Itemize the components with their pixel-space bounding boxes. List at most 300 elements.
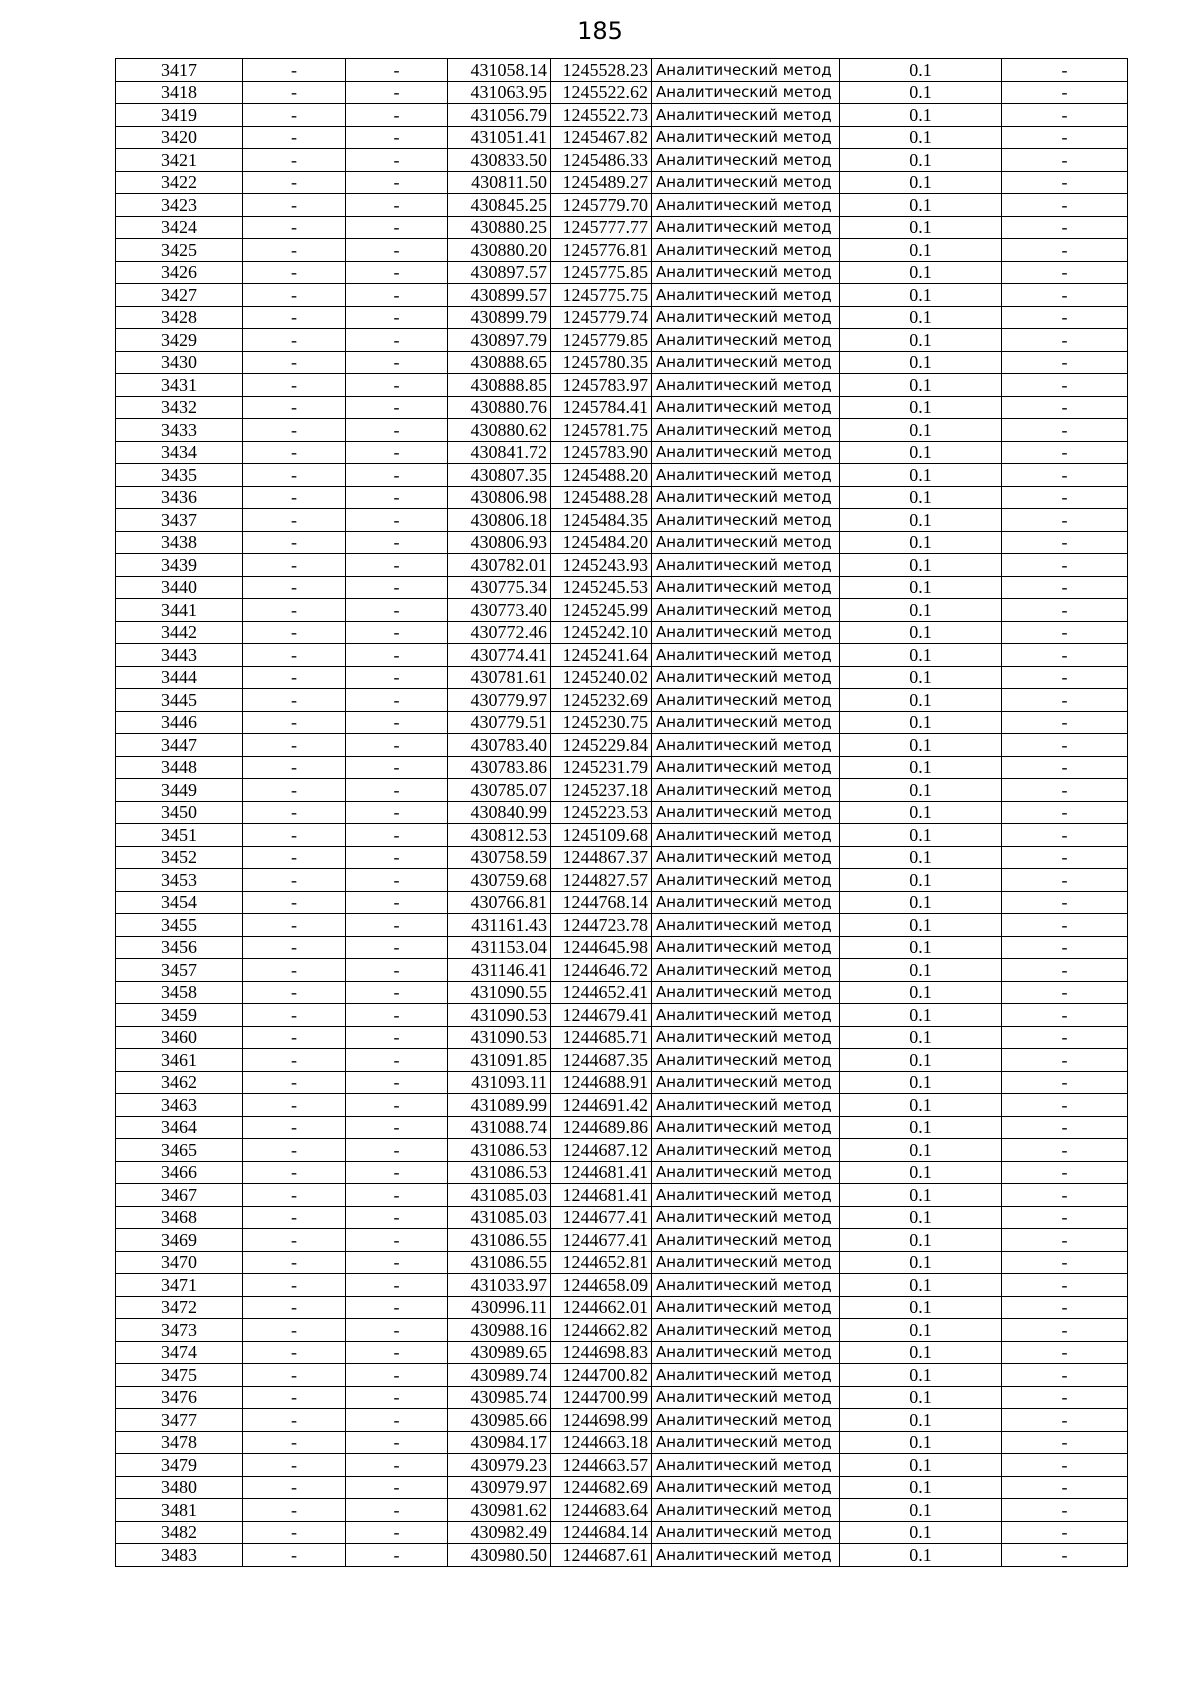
table-row [116,689,1128,712]
cell-y-coordinate: 1244663.57 [551,1454,652,1477]
cell-method: Аналитический метод [652,599,840,622]
cell-method: Аналитический метод [652,1499,840,1522]
cell-point-number: 3424 [116,216,243,239]
table-row [116,846,1128,869]
cell-col-2: - [243,891,346,914]
cell-col-8: - [1002,756,1128,779]
cell-point-number: 3447 [116,734,243,757]
cell-y-coordinate: 1245467.82 [551,126,652,149]
cell-method: Аналитический метод [652,1004,840,1027]
cell-method: Аналитический метод [652,531,840,554]
cell-col-2: - [243,554,346,577]
table-row [116,824,1128,847]
cell-x-coordinate: 430783.40 [448,734,551,757]
cell-col-8: - [1002,666,1128,689]
cell-col-2: - [243,779,346,802]
cell-col-2: - [243,824,346,847]
cell-y-coordinate: 1244684.14 [551,1521,652,1544]
cell-col-8: - [1002,689,1128,712]
cell-point-number: 3438 [116,531,243,554]
cell-x-coordinate: 430897.57 [448,261,551,284]
cell-col-8: - [1002,891,1128,914]
cell-x-coordinate: 431090.53 [448,1026,551,1049]
cell-accuracy: 0.1 [840,1341,1002,1364]
cell-accuracy: 0.1 [840,891,1002,914]
cell-method: Аналитический метод [652,1251,840,1274]
cell-y-coordinate: 1244723.78 [551,914,652,937]
cell-col-8: - [1002,171,1128,194]
cell-x-coordinate: 430807.35 [448,464,551,487]
cell-y-coordinate: 1245781.75 [551,419,652,442]
cell-method: Аналитический метод [652,644,840,667]
cell-col-3: - [346,306,448,329]
cell-y-coordinate: 1245775.85 [551,261,652,284]
cell-x-coordinate: 430781.61 [448,666,551,689]
cell-point-number: 3442 [116,621,243,644]
cell-point-number: 3462 [116,1071,243,1094]
table-row [116,1544,1128,1567]
cell-accuracy: 0.1 [840,464,1002,487]
cell-accuracy: 0.1 [840,644,1002,667]
cell-col-2: - [243,621,346,644]
cell-point-number: 3440 [116,576,243,599]
cell-col-3: - [346,1161,448,1184]
cell-x-coordinate: 430841.72 [448,441,551,464]
cell-x-coordinate: 430812.53 [448,824,551,847]
cell-point-number: 3452 [116,846,243,869]
cell-point-number: 3459 [116,1004,243,1027]
cell-x-coordinate: 430880.62 [448,419,551,442]
cell-col-3: - [346,936,448,959]
cell-x-coordinate: 430775.34 [448,576,551,599]
table-row [116,1454,1128,1477]
cell-col-8: - [1002,1454,1128,1477]
cell-y-coordinate: 1245522.73 [551,104,652,127]
cell-y-coordinate: 1245223.53 [551,801,652,824]
cell-col-3: - [346,1499,448,1522]
cell-accuracy: 0.1 [840,171,1002,194]
cell-x-coordinate: 430806.98 [448,486,551,509]
cell-col-8: - [1002,419,1128,442]
cell-x-coordinate: 431051.41 [448,126,551,149]
cell-accuracy: 0.1 [840,126,1002,149]
cell-y-coordinate: 1244698.99 [551,1409,652,1432]
cell-x-coordinate: 430785.07 [448,779,551,802]
cell-col-3: - [346,1004,448,1027]
cell-col-2: - [243,1431,346,1454]
cell-accuracy: 0.1 [840,824,1002,847]
cell-col-8: - [1002,1296,1128,1319]
cell-accuracy: 0.1 [840,734,1002,757]
cell-col-3: - [346,644,448,667]
cell-y-coordinate: 1244688.91 [551,1071,652,1094]
cell-col-3: - [346,846,448,869]
cell-accuracy: 0.1 [840,441,1002,464]
cell-y-coordinate: 1244658.09 [551,1274,652,1297]
cell-point-number: 3465 [116,1139,243,1162]
cell-col-3: - [346,621,448,644]
cell-col-3: - [346,464,448,487]
cell-col-2: - [243,1026,346,1049]
cell-col-3: - [346,104,448,127]
cell-col-3: - [346,216,448,239]
cell-accuracy: 0.1 [840,261,1002,284]
table-row [116,351,1128,374]
cell-y-coordinate: 1244698.83 [551,1341,652,1364]
cell-method: Аналитический метод [652,1229,840,1252]
cell-y-coordinate: 1245484.35 [551,509,652,532]
cell-col-2: - [243,261,346,284]
cell-accuracy: 0.1 [840,554,1002,577]
cell-x-coordinate: 430989.65 [448,1341,551,1364]
cell-col-3: - [346,1251,448,1274]
cell-col-3: - [346,1386,448,1409]
cell-x-coordinate: 430773.40 [448,599,551,622]
cell-x-coordinate: 431090.55 [448,981,551,1004]
cell-point-number: 3467 [116,1184,243,1207]
table-row [116,216,1128,239]
cell-col-2: - [243,1521,346,1544]
cell-col-8: - [1002,1341,1128,1364]
cell-point-number: 3461 [116,1049,243,1072]
cell-y-coordinate: 1244687.12 [551,1139,652,1162]
cell-y-coordinate: 1244679.41 [551,1004,652,1027]
cell-col-2: - [243,666,346,689]
cell-point-number: 3439 [116,554,243,577]
cell-method: Аналитический метод [652,419,840,442]
cell-col-3: - [346,1476,448,1499]
cell-col-8: - [1002,104,1128,127]
cell-y-coordinate: 1244700.99 [551,1386,652,1409]
cell-method: Аналитический метод [652,936,840,959]
table-row [116,126,1128,149]
cell-col-2: - [243,1094,346,1117]
cell-col-2: - [243,846,346,869]
cell-point-number: 3435 [116,464,243,487]
cell-point-number: 3433 [116,419,243,442]
cell-point-number: 3444 [116,666,243,689]
cell-col-3: - [346,149,448,172]
table-row [116,1431,1128,1454]
cell-point-number: 3432 [116,396,243,419]
table-row [116,1319,1128,1342]
cell-accuracy: 0.1 [840,1454,1002,1477]
cell-accuracy: 0.1 [840,1116,1002,1139]
table-body [116,59,1128,1567]
cell-method: Аналитический метод [652,1521,840,1544]
cell-y-coordinate: 1244646.72 [551,959,652,982]
cell-x-coordinate: 430985.66 [448,1409,551,1432]
cell-accuracy: 0.1 [840,689,1002,712]
cell-col-2: - [243,1499,346,1522]
table-row [116,441,1128,464]
cell-accuracy: 0.1 [840,711,1002,734]
cell-method: Аналитический метод [652,374,840,397]
cell-accuracy: 0.1 [840,419,1002,442]
cell-point-number: 3418 [116,81,243,104]
cell-col-8: - [1002,1476,1128,1499]
cell-col-2: - [243,801,346,824]
cell-col-8: - [1002,1544,1128,1567]
cell-point-number: 3483 [116,1544,243,1567]
cell-method: Аналитический метод [652,621,840,644]
cell-point-number: 3449 [116,779,243,802]
cell-col-2: - [243,1341,346,1364]
cell-x-coordinate: 430833.50 [448,149,551,172]
cell-col-3: - [346,1094,448,1117]
cell-method: Аналитический метод [652,801,840,824]
cell-accuracy: 0.1 [840,959,1002,982]
cell-method: Аналитический метод [652,869,840,892]
cell-accuracy: 0.1 [840,104,1002,127]
cell-point-number: 3466 [116,1161,243,1184]
cell-col-8: - [1002,1161,1128,1184]
cell-col-2: - [243,306,346,329]
cell-y-coordinate: 1245522.62 [551,81,652,104]
cell-x-coordinate: 430880.25 [448,216,551,239]
cell-y-coordinate: 1244681.41 [551,1161,652,1184]
cell-method: Аналитический метод [652,104,840,127]
table-row [116,1341,1128,1364]
cell-col-2: - [243,1206,346,1229]
cell-col-2: - [243,486,346,509]
cell-method: Аналитический метод [652,171,840,194]
cell-point-number: 3478 [116,1431,243,1454]
cell-x-coordinate: 430988.16 [448,1319,551,1342]
table-row [116,396,1128,419]
cell-point-number: 3427 [116,284,243,307]
cell-point-number: 3446 [116,711,243,734]
cell-x-coordinate: 431033.97 [448,1274,551,1297]
cell-col-2: - [243,1386,346,1409]
cell-y-coordinate: 1244827.57 [551,869,652,892]
cell-point-number: 3428 [116,306,243,329]
cell-y-coordinate: 1245242.10 [551,621,652,644]
cell-col-2: - [243,1454,346,1477]
cell-method: Аналитический метод [652,261,840,284]
cell-y-coordinate: 1244681.41 [551,1184,652,1207]
cell-x-coordinate: 431056.79 [448,104,551,127]
cell-y-coordinate: 1244662.01 [551,1296,652,1319]
cell-method: Аналитический метод [652,1341,840,1364]
cell-col-3: - [346,801,448,824]
cell-col-3: - [346,1544,448,1567]
cell-y-coordinate: 1245232.69 [551,689,652,712]
cell-method: Аналитический метод [652,1319,840,1342]
cell-accuracy: 0.1 [840,1206,1002,1229]
cell-col-8: - [1002,981,1128,1004]
cell-col-8: - [1002,396,1128,419]
cell-col-3: - [346,194,448,217]
cell-x-coordinate: 431090.53 [448,1004,551,1027]
cell-point-number: 3443 [116,644,243,667]
cell-col-2: - [243,599,346,622]
cell-col-8: - [1002,869,1128,892]
cell-col-8: - [1002,1094,1128,1117]
cell-col-2: - [243,441,346,464]
cell-method: Аналитический метод [652,1094,840,1117]
cell-accuracy: 0.1 [840,59,1002,82]
cell-method: Аналитический метод [652,914,840,937]
table-row [116,1296,1128,1319]
cell-point-number: 3463 [116,1094,243,1117]
cell-point-number: 3464 [116,1116,243,1139]
cell-y-coordinate: 1245488.28 [551,486,652,509]
cell-method: Аналитический метод [652,1454,840,1477]
cell-method: Аналитический метод [652,779,840,802]
cell-col-3: - [346,756,448,779]
cell-point-number: 3469 [116,1229,243,1252]
cell-y-coordinate: 1245230.75 [551,711,652,734]
cell-x-coordinate: 431086.53 [448,1161,551,1184]
cell-col-2: - [243,1161,346,1184]
cell-point-number: 3429 [116,329,243,352]
cell-col-8: - [1002,284,1128,307]
cell-point-number: 3445 [116,689,243,712]
cell-col-8: - [1002,801,1128,824]
cell-col-3: - [346,1184,448,1207]
table-row [116,1521,1128,1544]
cell-col-3: - [346,1049,448,1072]
cell-method: Аналитический метод [652,1161,840,1184]
cell-col-2: - [243,374,346,397]
cell-x-coordinate: 430880.76 [448,396,551,419]
cell-point-number: 3453 [116,869,243,892]
cell-y-coordinate: 1245484.20 [551,531,652,554]
cell-col-2: - [243,689,346,712]
cell-col-3: - [346,1409,448,1432]
cell-col-3: - [346,554,448,577]
cell-y-coordinate: 1244652.41 [551,981,652,1004]
cell-accuracy: 0.1 [840,306,1002,329]
cell-y-coordinate: 1245489.27 [551,171,652,194]
cell-y-coordinate: 1245488.20 [551,464,652,487]
table-row [116,981,1128,1004]
table-row [116,306,1128,329]
cell-col-8: - [1002,1071,1128,1094]
cell-col-8: - [1002,1229,1128,1252]
cell-accuracy: 0.1 [840,1521,1002,1544]
cell-x-coordinate: 430779.97 [448,689,551,712]
cell-y-coordinate: 1244685.71 [551,1026,652,1049]
cell-col-2: - [243,1476,346,1499]
cell-col-3: - [346,1341,448,1364]
cell-x-coordinate: 430888.85 [448,374,551,397]
cell-accuracy: 0.1 [840,284,1002,307]
cell-col-2: - [243,1229,346,1252]
cell-y-coordinate: 1245243.93 [551,554,652,577]
cell-point-number: 3470 [116,1251,243,1274]
cell-point-number: 3482 [116,1521,243,1544]
cell-col-8: - [1002,1206,1128,1229]
cell-method: Аналитический метод [652,351,840,374]
cell-method: Аналитический метод [652,666,840,689]
cell-col-2: - [243,509,346,532]
cell-method: Аналитический метод [652,1544,840,1567]
cell-y-coordinate: 1245779.74 [551,306,652,329]
cell-col-2: - [243,1319,346,1342]
cell-method: Аналитический метод [652,1386,840,1409]
cell-method: Аналитический метод [652,554,840,577]
cell-point-number: 3425 [116,239,243,262]
cell-method: Аналитический метод [652,891,840,914]
cell-x-coordinate: 430806.93 [448,531,551,554]
cell-method: Аналитический метод [652,329,840,352]
cell-col-3: - [346,1454,448,1477]
cell-accuracy: 0.1 [840,779,1002,802]
cell-col-2: - [243,1544,346,1567]
cell-accuracy: 0.1 [840,374,1002,397]
cell-accuracy: 0.1 [840,846,1002,869]
cell-col-2: - [243,936,346,959]
cell-y-coordinate: 1245109.68 [551,824,652,847]
cell-point-number: 3422 [116,171,243,194]
cell-col-2: - [243,869,346,892]
table-row [116,419,1128,442]
cell-y-coordinate: 1245241.64 [551,644,652,667]
cell-x-coordinate: 430888.65 [448,351,551,374]
cell-col-8: - [1002,1409,1128,1432]
table-row [116,1116,1128,1139]
cell-accuracy: 0.1 [840,1071,1002,1094]
table-row [116,666,1128,689]
cell-accuracy: 0.1 [840,1499,1002,1522]
cell-point-number: 3456 [116,936,243,959]
cell-col-8: - [1002,194,1128,217]
cell-col-8: - [1002,734,1128,757]
table-row [116,509,1128,532]
cell-accuracy: 0.1 [840,509,1002,532]
cell-method: Аналитический метод [652,576,840,599]
cell-col-3: - [346,1274,448,1297]
cell-col-2: - [243,1274,346,1297]
cell-col-2: - [243,284,346,307]
cell-y-coordinate: 1244768.14 [551,891,652,914]
cell-col-3: - [346,374,448,397]
cell-x-coordinate: 430899.57 [448,284,551,307]
cell-y-coordinate: 1245780.35 [551,351,652,374]
cell-col-3: - [346,284,448,307]
cell-x-coordinate: 430811.50 [448,171,551,194]
table-row [116,171,1128,194]
cell-y-coordinate: 1245784.41 [551,396,652,419]
cell-point-number: 3474 [116,1341,243,1364]
cell-col-3: - [346,891,448,914]
table-row [116,1049,1128,1072]
cell-y-coordinate: 1244662.82 [551,1319,652,1342]
cell-point-number: 3457 [116,959,243,982]
cell-accuracy: 0.1 [840,216,1002,239]
cell-method: Аналитический метод [652,239,840,262]
cell-col-8: - [1002,644,1128,667]
cell-col-2: - [243,711,346,734]
cell-col-3: - [346,711,448,734]
cell-col-2: - [243,1139,346,1162]
cell-method: Аналитический метод [652,486,840,509]
cell-col-3: - [346,509,448,532]
table-row [116,869,1128,892]
cell-col-2: - [243,194,346,217]
cell-col-3: - [346,1319,448,1342]
cell-col-2: - [243,1071,346,1094]
cell-col-2: - [243,1116,346,1139]
cell-accuracy: 0.1 [840,81,1002,104]
cell-col-2: - [243,216,346,239]
cell-y-coordinate: 1245240.02 [551,666,652,689]
cell-accuracy: 0.1 [840,1431,1002,1454]
cell-point-number: 3417 [116,59,243,82]
cell-col-8: - [1002,81,1128,104]
